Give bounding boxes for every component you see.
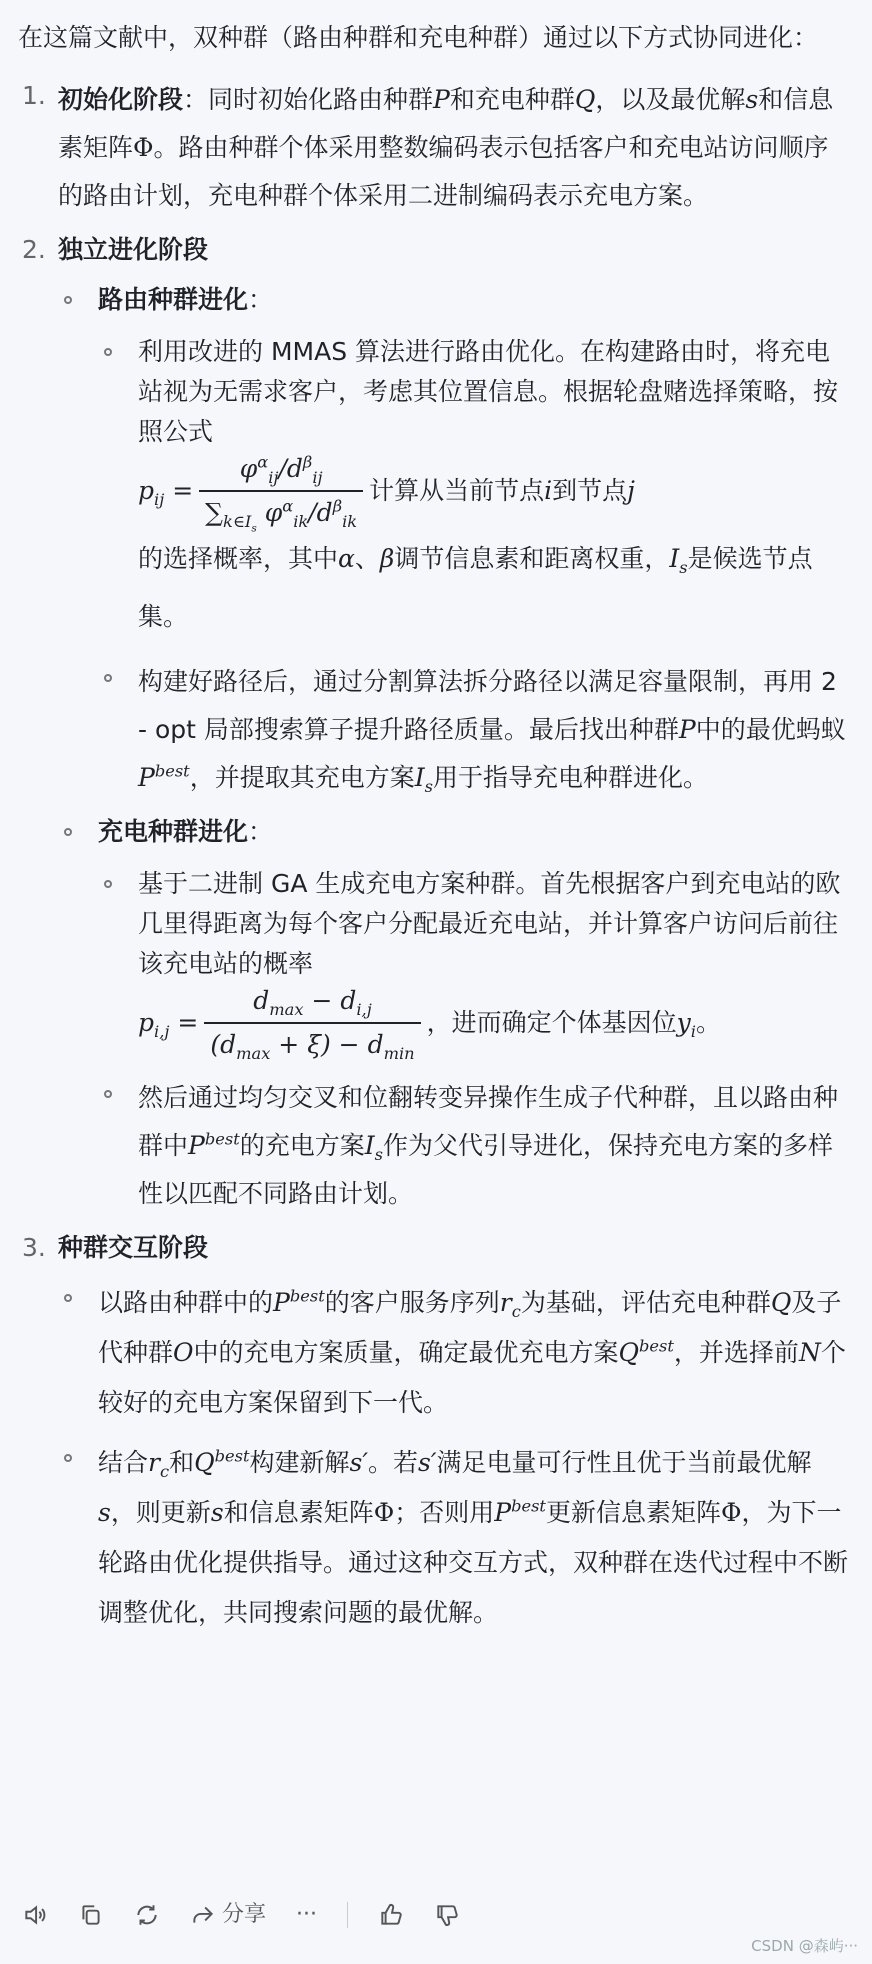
share-button[interactable] bbox=[190, 1895, 266, 1935]
refresh-icon bbox=[134, 1902, 160, 1928]
stage-title: 种群交互阶段 bbox=[58, 1233, 209, 1262]
formula-lhs: $p_{ij}$ bbox=[138, 476, 165, 509]
list-number: 3. bbox=[22, 1233, 46, 1262]
interact-evaluate-item: 以路由种群中的$P^{best}$的客户服务序列$r_c$为基础，评估充电种群Q及子代种群O中的充电方案质量，确定最优充电方案$Q^{best}$，并选择前N个较好的充电方案保留到下一代。 bbox=[18, 1278, 848, 1428]
dislike-button[interactable] bbox=[434, 1902, 460, 1928]
stage-init bbox=[18, 76, 848, 220]
charge-probability-formula: $\frac{d_{max} - d_{i,j}}{(d_{max} + \xi) - d_{min}}$ bbox=[204, 984, 420, 1062]
stage-interact bbox=[18, 1228, 848, 1268]
stage-title: 初始化阶段 bbox=[58, 85, 184, 114]
more-button[interactable] bbox=[296, 1895, 317, 1935]
bullet-icon bbox=[64, 296, 72, 304]
thumbs-down-icon bbox=[434, 1902, 460, 1928]
bullet-icon bbox=[104, 348, 112, 356]
stage-title-line bbox=[58, 230, 848, 270]
route-split-item: 构建好路径后，通过分割算法拆分路径以满足容量限制，再用 2 - opt 局部搜索算子提升路径质量。最后找出种群P中的最优蚂蚁$P^{best}$，并提取其充电方案$I_s$用于指导充电种群进化。 bbox=[18, 658, 848, 802]
stage-init-text: 初始化阶段：同时初始化路由种群P和充电种群Q，以及最优解s和信息素矩阵Φ。路由种群个体采用整数编码表示包括客户和充电站访问顺序的路由计划，充电种群个体采用二进制编码表示充电方案。 bbox=[58, 85, 834, 210]
charge-population-item: 充电种群进化： bbox=[18, 812, 848, 852]
speaker-icon bbox=[22, 1902, 48, 1928]
bullet-icon bbox=[64, 828, 72, 836]
watermark: CSDN @森屿··· bbox=[751, 1937, 858, 1955]
toolbar-divider bbox=[347, 1902, 348, 1928]
regenerate-button[interactable] bbox=[134, 1902, 160, 1928]
bullet-icon bbox=[104, 674, 112, 682]
interact-construct-item: 结合$r_c$和$Q^{best}$构建新解s′。若s′满足电量可行性且优于当前最优解s，则更新s和信息素矩阵Φ；否则用$P^{best}$更新信息素矩阵Φ，为下一轮路由优化提供指导。通过这种交互方式，双种群在迭代过程中不断调整优化，共同搜索问题的最优解。 bbox=[18, 1438, 848, 1638]
stage-evolve bbox=[18, 230, 848, 270]
stage-title: 独立进化阶段 bbox=[58, 235, 209, 264]
bullet-icon bbox=[64, 1294, 72, 1302]
copy-icon bbox=[78, 1902, 104, 1928]
intro-text: 在这篇文献中，双种群（路由种群和充电种群）通过以下方式协同进化： bbox=[18, 23, 819, 52]
share-label: 分享 bbox=[222, 1902, 267, 1927]
copy-button[interactable] bbox=[78, 1902, 104, 1928]
thumbs-up-icon bbox=[378, 1902, 404, 1928]
share-icon bbox=[190, 1902, 216, 1928]
route-mmas-text: 利用改进的 MMAS 算法进行路由优化。在构建路由时，将充电站视为无需求客户，考虑其位置信息。根据轮盘赌选择策略，按照公式 $p_{ij}$ = $\frac{\varphi^\alpha_{ij}/d^\beta_{ij}}{\sum_{k\in I_s} \varphi^\alpha_{ik}/d^\beta_{ik}}$ 计算从当前节点 i 到节点 j 的选择概率，其中α、β调节信息素和距离权重，$I_s$是候选节点集。 bbox=[138, 337, 839, 631]
route-mmas-item bbox=[18, 332, 848, 646]
charge-ga-item: 基于二进制 GA 生成充电方案种群。首先根据客户到充电站的欧几里得距离为每个客户分配最近充电站，并计算客户访问后前往该充电站的概率 $p_{i,j}$ = $\frac{d_{max} - d_{i,j}}{(d_{max} + \xi) - d_{min}}$ ，进而确定个体基因位 $y_i$ 。 bbox=[18, 864, 848, 1062]
bullet-icon bbox=[104, 880, 112, 888]
more-icon: ··· bbox=[296, 1902, 317, 1927]
answer-content bbox=[18, 18, 848, 1638]
route-population-item: 路由种群进化： bbox=[18, 280, 848, 320]
charge-crossover-item: 然后通过均匀交叉和位翻转变异操作生成子代种群，且以路由种群中$P^{best}$的充电方案$I_s$作为父代引导进化，保持充电方案的多样性以匹配不同路由计划。 bbox=[18, 1074, 848, 1218]
message-actions-toolbar bbox=[22, 1895, 490, 1935]
like-button[interactable] bbox=[378, 1902, 404, 1928]
list-number: 1. bbox=[22, 81, 46, 110]
bullet-icon bbox=[64, 1454, 72, 1462]
bullet-icon bbox=[104, 1090, 112, 1098]
formula-lhs: $p_{i,j}$ bbox=[138, 1008, 170, 1041]
read-aloud-button[interactable] bbox=[22, 1902, 48, 1928]
list-number: 2. bbox=[22, 235, 46, 264]
probability-formula: $\frac{\varphi^\alpha_{ij}/d^\beta_{ij}}{\sum_{k\in I_s} \varphi^\alpha_{ik}/d^\beta_{ik}}$ bbox=[199, 452, 363, 530]
